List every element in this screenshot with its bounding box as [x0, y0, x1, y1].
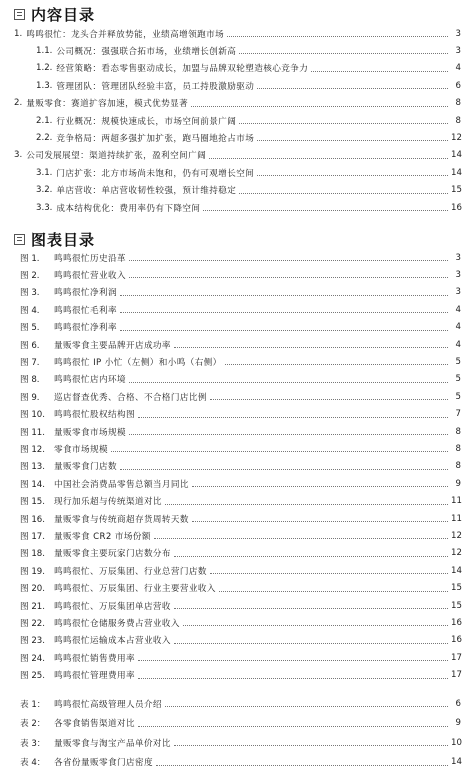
entry-number: 图 5.	[20, 323, 40, 334]
leader-dots	[120, 469, 448, 470]
entry-text: 行业概况：规模快速成长，市场空间前景广阔	[56, 116, 237, 127]
entry-row[interactable]	[36, 78, 461, 93]
entry-row[interactable]	[36, 113, 461, 128]
entry-row[interactable]	[20, 337, 461, 352]
entry-page: 15	[451, 583, 462, 594]
entry-page: 3	[455, 269, 461, 280]
entry-page: 8	[455, 461, 461, 472]
entry-row[interactable]	[20, 372, 461, 387]
entry-row[interactable]	[36, 130, 461, 145]
entry-page: 4	[455, 322, 461, 333]
entry-text: 鸣鸣很忙净利率	[54, 323, 117, 334]
leader-dots	[174, 745, 448, 746]
leader-dots	[174, 643, 448, 644]
entry-number: 2.	[14, 98, 23, 109]
entry-text: 鸣鸣很忙、万辰集团、行业总营门店数	[54, 566, 207, 577]
entry-row[interactable]	[20, 735, 461, 750]
leader-dots	[138, 660, 448, 661]
leader-dots	[192, 521, 448, 522]
entry-page: 8	[455, 426, 461, 437]
leader-dots	[174, 347, 448, 348]
entry-text: 量贩零食与淘宝产品单价对比	[54, 738, 171, 749]
entry-number: 1.3.	[36, 80, 53, 91]
leader-dots	[209, 158, 448, 159]
leader-dots	[138, 678, 448, 679]
toc-title: 内容目录	[31, 5, 96, 24]
entry-page: 14	[451, 150, 462, 161]
entry-number: 图 4.	[20, 305, 40, 316]
entry-number: 图 14.	[20, 479, 45, 490]
entry-row[interactable]	[20, 250, 461, 265]
entry-number: 图 17.	[20, 531, 45, 542]
entry-text: 鸣鸣很忙、万辰集团、行业主要营业收入	[54, 584, 216, 595]
entry-row[interactable]	[20, 528, 461, 543]
entry-page: 8	[455, 115, 461, 126]
entry-number: 图 19.	[20, 566, 45, 577]
list-icon	[14, 234, 25, 245]
entry-text: 鸣鸣很忙管理费用率	[54, 671, 135, 682]
leader-dots	[120, 330, 448, 331]
entry-row[interactable]	[20, 716, 461, 731]
entry-number: 图 6.	[20, 340, 40, 351]
entry-number: 表 1：	[20, 699, 46, 710]
entry-number: 3.2.	[36, 185, 53, 196]
entry-row[interactable]	[20, 389, 461, 404]
leader-dots	[239, 123, 448, 124]
entry-text: 竞争格局：两超多强扩加扩张，跑马圈地抢占市场	[56, 133, 255, 144]
entry-page: 7	[455, 409, 461, 420]
entry-text: 量贩零食：赛道扩容加速，模式优势显著	[26, 99, 189, 110]
entry-number: 图 2.	[20, 270, 40, 281]
entry-page: 12	[451, 548, 462, 559]
leader-dots	[227, 36, 448, 37]
entry-number: 3.3.	[36, 202, 53, 213]
leader-dots	[191, 106, 448, 107]
entry-number: 1.1.	[36, 45, 53, 56]
figures-title: 图表目录	[31, 230, 96, 249]
leader-dots	[210, 573, 448, 574]
entry-row[interactable]	[20, 476, 461, 491]
entry-page: 10	[451, 737, 462, 748]
entry-page: 14	[451, 565, 462, 576]
entry-number: 1.	[14, 28, 23, 39]
entry-number: 图 16.	[20, 514, 45, 525]
entry-text: 鸣鸣很忙营业收入	[54, 270, 126, 281]
entry-row[interactable]	[20, 696, 461, 711]
leader-dots	[311, 71, 448, 72]
entry-text: 鸣鸣很忙 IP 小忙（左侧）和小鸣（右侧）	[54, 357, 222, 368]
entry-text: 鸣鸣很忙：龙头合并释放势能，业绩高增领跑市场	[26, 29, 225, 40]
leader-dots	[129, 277, 448, 278]
entry-text: 鸣鸣很忙净利润	[54, 288, 117, 299]
entry-text: 量贩零食 CR2 市场份额	[54, 531, 151, 542]
entry-text: 量贩零食主要玩家门店数分布	[54, 549, 171, 560]
entry-row[interactable]	[20, 668, 461, 683]
leader-dots	[120, 295, 448, 296]
entry-row[interactable]	[20, 494, 461, 509]
entry-text: 中国社会消费品零售总额当月同比	[54, 479, 189, 490]
entry-number: 表 4：	[20, 758, 46, 769]
leader-dots	[203, 210, 448, 211]
entry-page: 3	[455, 45, 461, 56]
entry-page: 16	[451, 635, 462, 646]
entry-row[interactable]	[14, 148, 461, 163]
entry-text: 现行加乐超与传统渠道对比	[54, 497, 162, 508]
entry-text: 鸣鸣很忙高级管理人员介绍	[54, 699, 162, 710]
entry-row[interactable]	[20, 424, 461, 439]
entry-text: 成本结构优化：费用率仍有下降空间	[56, 203, 201, 214]
entry-page: 11	[451, 496, 462, 507]
entry-row[interactable]	[20, 441, 461, 456]
entry-text: 量贩零食市场规模	[54, 427, 126, 438]
entry-number: 图 3.	[20, 288, 40, 299]
entry-page: 5	[455, 374, 461, 385]
leader-dots	[154, 538, 448, 539]
leader-dots	[257, 88, 448, 89]
entry-number: 图 7.	[20, 357, 40, 368]
entry-number: 图 22.	[20, 618, 45, 629]
entry-text: 量贩零食门店数	[54, 462, 117, 473]
entry-text: 各省份量贩零食门店密度	[54, 758, 153, 769]
entry-page: 6	[455, 80, 461, 91]
entry-row[interactable]	[14, 26, 461, 41]
leader-dots	[225, 364, 448, 365]
entry-row[interactable]	[36, 43, 461, 58]
entry-page: 4	[455, 304, 461, 315]
leader-dots	[138, 417, 448, 418]
entry-text: 经营策略：看态零售驱动成长，加盟与品牌双轮塑造核心竞争力	[56, 64, 309, 75]
entry-row[interactable]	[20, 354, 461, 369]
entry-number: 图 20.	[20, 584, 45, 595]
leader-dots	[138, 726, 448, 727]
entry-row[interactable]	[14, 96, 461, 111]
entry-text: 鸣鸣很忙销售费用率	[54, 653, 135, 664]
entry-page: 14	[451, 167, 462, 178]
entry-number: 图 15.	[20, 497, 45, 508]
entry-text: 公司概况：强强联合拓市场，业绩增长创新高	[56, 46, 237, 57]
entry-number: 图 8.	[20, 375, 40, 386]
entry-row[interactable]	[20, 563, 461, 578]
entry-page: 17	[451, 670, 462, 681]
leader-dots	[120, 312, 448, 313]
entry-row[interactable]	[20, 511, 461, 526]
entry-text: 量贩零食与传统商超存货周转天数	[54, 514, 189, 525]
leader-dots	[239, 193, 448, 194]
leader-dots	[111, 451, 448, 452]
entry-text: 管理团队：管理团队经验丰富，员工持股激励驱动	[56, 81, 255, 92]
entry-text: 门店扩张：北方市场尚未饱和，仍有可观增长空间	[56, 168, 255, 179]
list-icon	[14, 9, 25, 20]
entry-number: 图 25.	[20, 671, 45, 682]
entry-text: 单店营收：单店营收韧性较强，预计维持稳定	[56, 186, 237, 197]
entry-row[interactable]	[36, 61, 461, 76]
leader-dots	[165, 504, 448, 505]
entry-text: 鸣鸣很忙运输成本占营业收入	[54, 636, 171, 647]
entry-number: 图 13.	[20, 462, 45, 473]
entry-row[interactable]	[36, 200, 461, 215]
entry-number: 表 2：	[20, 719, 46, 730]
entry-row[interactable]	[20, 546, 461, 561]
entry-text: 公司发展展望：渠道持续扩张，盈利空间广阔	[26, 151, 207, 162]
leader-dots	[129, 382, 448, 383]
leader-dots	[174, 608, 448, 609]
entry-row[interactable]	[20, 650, 461, 665]
entry-page: 9	[455, 718, 461, 729]
entry-page: 9	[455, 478, 461, 489]
entry-row[interactable]	[20, 615, 461, 630]
leader-dots	[210, 399, 448, 400]
entry-text: 鸣鸣很忙历史沿革	[54, 253, 126, 264]
entry-number: 图 23.	[20, 636, 45, 647]
entry-page: 16	[451, 202, 462, 213]
entry-page: 5	[455, 356, 461, 367]
entry-text: 鸣鸣很忙毛利率	[54, 305, 117, 316]
leader-dots	[239, 53, 448, 54]
leader-dots	[257, 140, 448, 141]
entry-text: 鸣鸣很忙股权结构图	[54, 410, 135, 421]
entry-row[interactable]	[20, 285, 461, 300]
entry-page: 16	[451, 617, 462, 628]
entry-number: 图 12.	[20, 444, 45, 455]
entry-page: 4	[455, 339, 461, 350]
leader-dots	[129, 260, 448, 261]
entry-page: 12	[451, 530, 462, 541]
entry-text: 鸣鸣很忙、万辰集团单店营收	[54, 601, 171, 612]
leader-dots	[257, 175, 448, 176]
entry-page: 3	[455, 28, 461, 39]
entry-number: 3.	[14, 150, 23, 161]
leader-dots	[183, 625, 448, 626]
entry-text: 巡店督查优秀、合格、不合格门店比例	[54, 392, 207, 403]
entry-text: 鸣鸣很忙店内环境	[54, 375, 126, 386]
entry-page: 12	[451, 132, 462, 143]
leader-dots	[156, 765, 448, 766]
entry-row[interactable]	[36, 183, 461, 198]
entry-row[interactable]	[20, 755, 461, 770]
entry-number: 图 11.	[20, 427, 45, 438]
entry-number: 2.2.	[36, 132, 53, 143]
entry-text: 零食市场规模	[54, 444, 108, 455]
entry-number: 图 10.	[20, 410, 45, 421]
entry-number: 3.1.	[36, 167, 53, 178]
entry-number: 2.1.	[36, 115, 53, 126]
entry-row[interactable]	[20, 598, 461, 613]
entry-number: 图 18.	[20, 549, 45, 560]
entry-text: 量贩零食主要品牌开店成功率	[54, 340, 171, 351]
entry-row[interactable]	[20, 267, 461, 282]
entry-number: 1.2.	[36, 63, 53, 74]
entry-number: 表 3：	[20, 738, 46, 749]
entry-page: 3	[455, 252, 461, 263]
entry-row[interactable]	[20, 320, 461, 335]
leader-dots	[219, 591, 448, 592]
entry-page: 14	[451, 757, 462, 768]
entry-number: 图 21.	[20, 601, 45, 612]
leader-dots	[174, 556, 448, 557]
entry-row[interactable]	[20, 407, 461, 422]
figures-heading	[14, 229, 95, 249]
entry-page: 17	[451, 652, 462, 663]
entry-page: 15	[451, 600, 462, 611]
leader-dots	[165, 706, 448, 707]
entry-text: 各零食销售渠道对比	[54, 719, 135, 730]
entry-number: 图 9.	[20, 392, 40, 403]
entry-page: 8	[455, 98, 461, 109]
entry-row[interactable]	[36, 165, 461, 180]
entry-row[interactable]	[20, 302, 461, 317]
entry-page: 5	[455, 391, 461, 402]
entry-page: 11	[451, 513, 462, 524]
entry-page: 6	[455, 698, 461, 709]
entry-text: 鸣鸣很忙仓储服务费占营业收入	[54, 618, 180, 629]
entry-page: 8	[455, 443, 461, 454]
entry-number: 图 1.	[20, 253, 40, 264]
leader-dots	[192, 486, 448, 487]
entry-row[interactable]	[20, 633, 461, 648]
entry-row[interactable]	[20, 581, 461, 596]
entry-page: 3	[455, 287, 461, 298]
entry-row[interactable]	[20, 459, 461, 474]
entry-number: 图 24.	[20, 653, 45, 664]
entry-page: 4	[455, 63, 461, 74]
leader-dots	[129, 434, 448, 435]
toc-heading	[14, 4, 95, 24]
entry-page: 15	[451, 185, 462, 196]
